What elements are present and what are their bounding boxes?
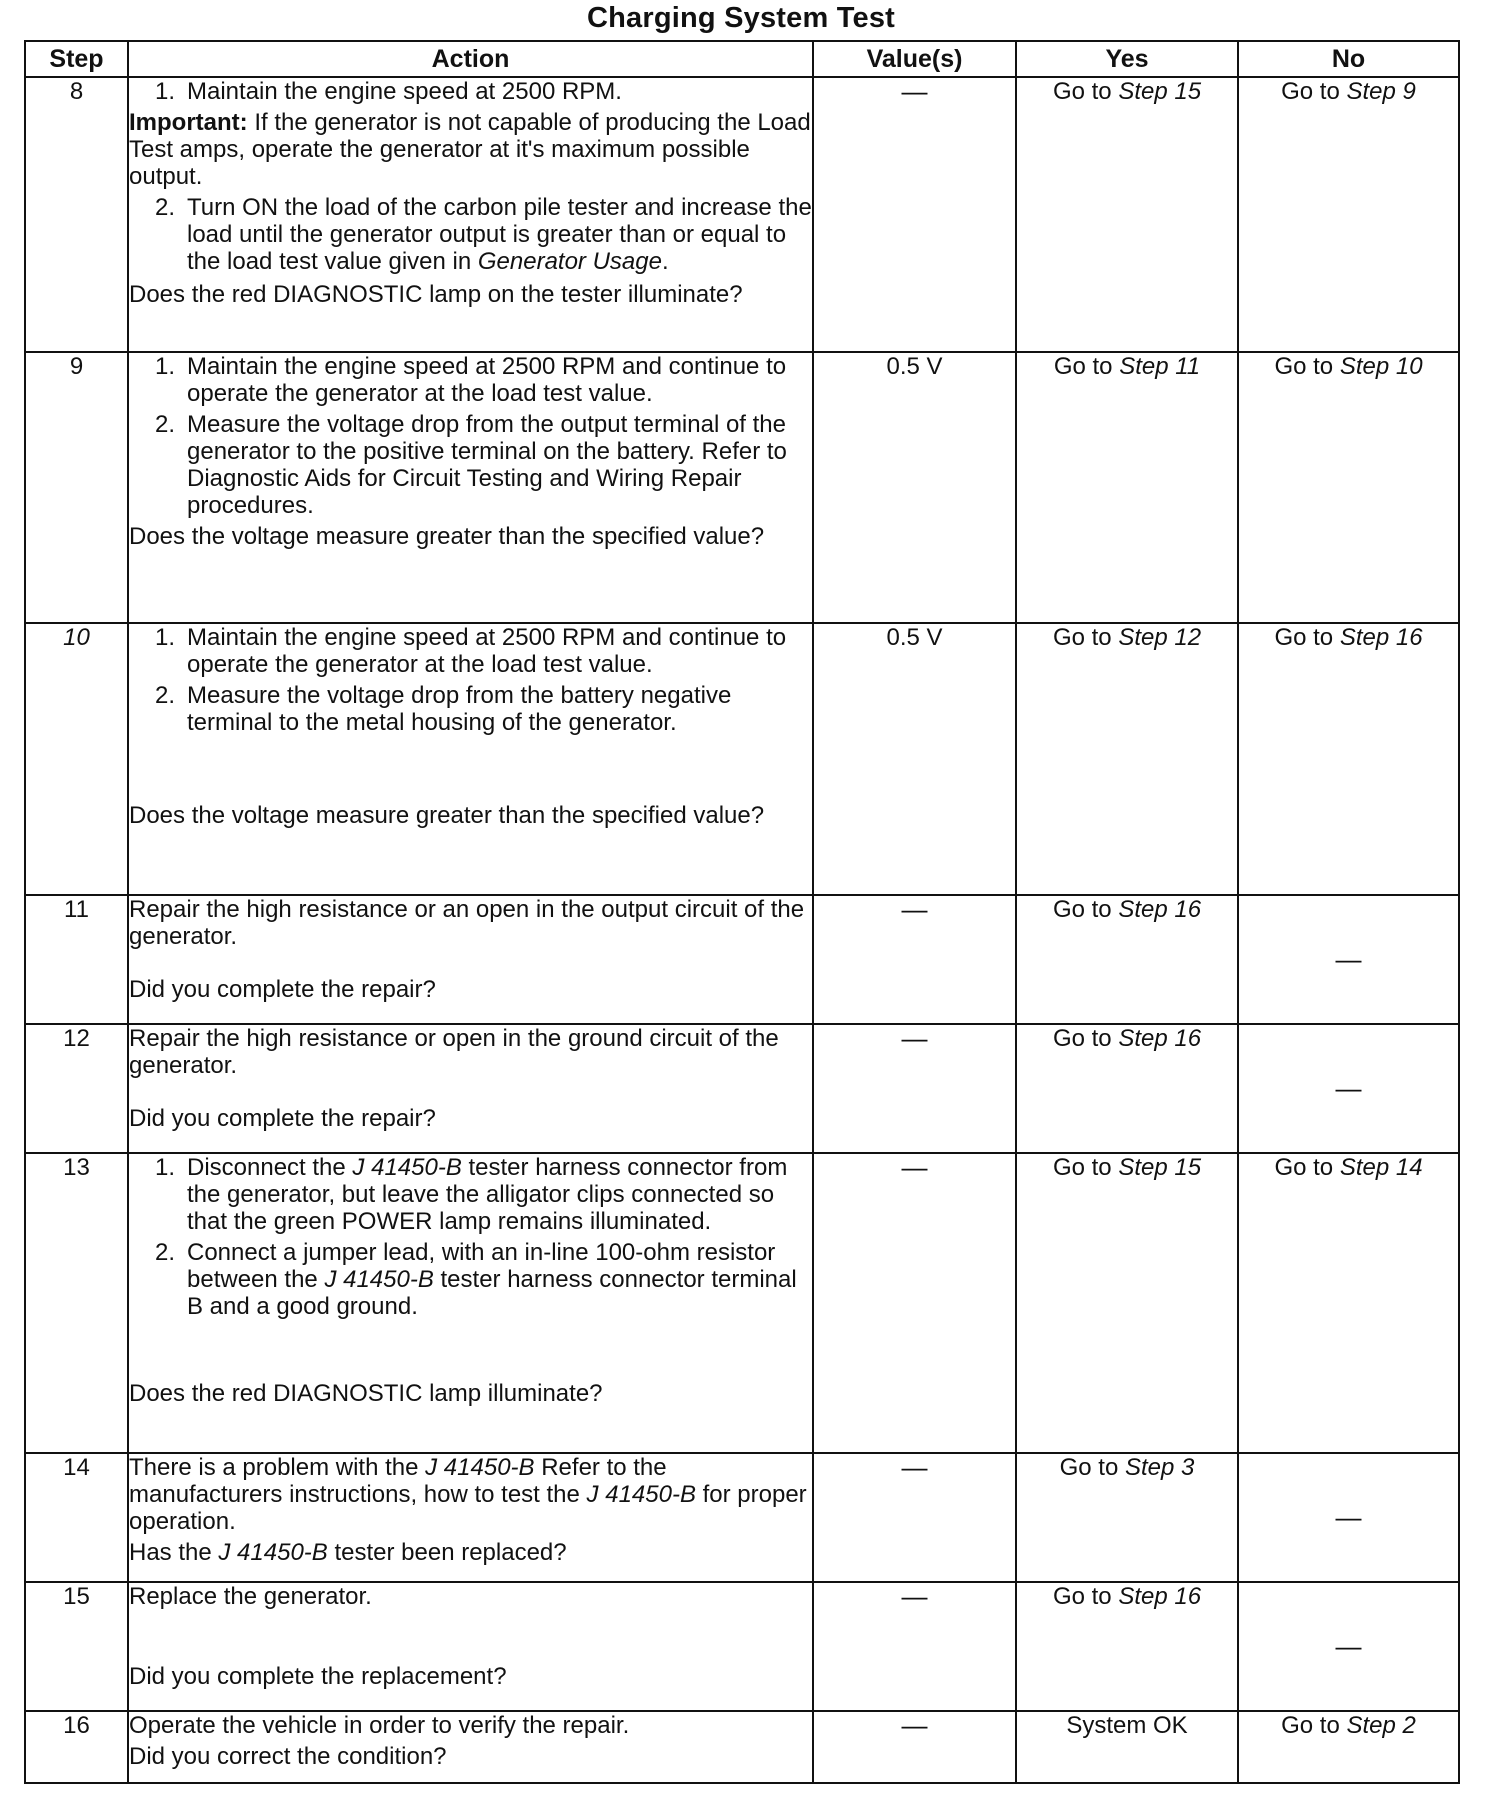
no-cell: —	[1238, 1453, 1459, 1582]
table-header-row	[25, 41, 1459, 77]
action-cell	[128, 623, 813, 895]
value-cell: —	[813, 895, 1016, 1024]
action-step: 1. Maintain the engine speed at 2500 RPM.	[154, 78, 622, 105]
yes-cell: Go to Step 16	[1016, 1024, 1238, 1153]
value-cell: —	[813, 77, 1016, 352]
no-cell: Go to Step 10	[1238, 352, 1459, 623]
step-number: 8	[25, 77, 128, 352]
action-text: Replace the generator.	[129, 1583, 372, 1610]
step-number: 14	[25, 1453, 128, 1582]
action-question: Does the red DIAGNOSTIC lamp on the tester illuminate?	[129, 281, 743, 308]
step-number: 12	[25, 1024, 128, 1153]
action-question: Does the voltage measure greater than the specified value?	[129, 802, 765, 829]
value-cell: —	[813, 1024, 1016, 1153]
action-text: Repair the high resistance or an open in the output circuit of the generator.	[129, 896, 805, 950]
action-cell	[128, 1711, 813, 1783]
table-row-step-11	[25, 895, 1459, 1024]
action-step: 1. Maintain the engine speed at 2500 RPM and continue to operate the generator at the load test value.	[154, 353, 787, 407]
table-row-step-14	[25, 1453, 1459, 1582]
yes-cell: Go to Step 16	[1016, 895, 1238, 1024]
table-row-step-15	[25, 1582, 1459, 1711]
no-cell: Go to Step 2	[1238, 1711, 1459, 1783]
header-yes: Yes	[1016, 41, 1238, 77]
step-number: 11	[25, 895, 128, 1024]
action-cell	[128, 352, 813, 623]
action-steps	[129, 624, 812, 736]
action-cell	[128, 1453, 813, 1582]
action-cell	[128, 1024, 813, 1153]
header-step: Step	[25, 41, 128, 77]
header-action: Action	[128, 41, 813, 77]
action-question: Did you complete the replacement?	[129, 1663, 507, 1690]
action-step: 2. Connect a jumper lead, with an in-line 100-ohm resistor between the J 41450-B tester harness connector terminal B and a good ground.	[154, 1239, 797, 1320]
action-question: Did you correct the condition?	[129, 1743, 447, 1770]
page-title: Charging System Test	[586, 2, 896, 34]
action-step: 2. Measure the voltage drop from the output terminal of the generator to the positive terminal on the battery. Refer to Diagnostic Aids for Circuit Testing and Wiring Repair procedures.	[154, 411, 787, 519]
yes-cell: Go to Step 15	[1016, 77, 1238, 352]
action-step: 2. Measure the voltage drop from the battery negative terminal to the metal housing of the generator.	[154, 682, 732, 736]
action-step: 2. Turn ON the load of the carbon pile tester and increase the load until the generator output is greater than or equal to the load test value given in Generator Usage.	[154, 194, 812, 275]
action-question: Does the voltage measure greater than the specified value?	[129, 523, 765, 550]
yes-cell: Go to Step 11	[1016, 352, 1238, 623]
table-row-step-16	[25, 1711, 1459, 1783]
step-number: 16	[25, 1711, 128, 1783]
action-cell	[128, 895, 813, 1024]
yes-cell: Go to Step 15	[1016, 1153, 1238, 1453]
value-cell: —	[813, 1711, 1016, 1783]
important-note: Important: If the generator is not capable of producing the Load Test amps, operate the generator at it's maximum possible output.	[129, 109, 811, 190]
step-number: 9	[25, 352, 128, 623]
action-question: Did you complete the repair?	[129, 976, 436, 1003]
table-row-step-8	[25, 77, 1459, 352]
action-cell	[128, 77, 813, 352]
header-values: Value(s)	[813, 41, 1016, 77]
action-cell	[128, 1153, 813, 1453]
action-cell	[128, 1582, 813, 1711]
no-cell: —	[1238, 1024, 1459, 1153]
step-number: 13	[25, 1153, 128, 1453]
step-number: 15	[25, 1582, 128, 1711]
action-steps	[129, 194, 812, 275]
no-cell: Go to Step 16	[1238, 623, 1459, 895]
action-question: Does the red DIAGNOSTIC lamp illuminate?	[129, 1380, 603, 1407]
table-row-step-10	[25, 623, 1459, 895]
no-cell: Go to Step 14	[1238, 1153, 1459, 1453]
action-steps	[129, 78, 812, 105]
action-steps	[129, 1154, 812, 1320]
value-cell: —	[813, 1582, 1016, 1711]
yes-cell: Go to Step 16	[1016, 1582, 1238, 1711]
action-text: There is a problem with the J 41450-B Refer to the manufacturers instructions, how to test the J 41450-B for proper operation.	[129, 1454, 807, 1535]
value-cell: 0.5 V	[813, 623, 1016, 895]
no-cell: Go to Step 9	[1238, 77, 1459, 352]
step-number: 10	[25, 623, 128, 895]
action-step: 1. Disconnect the J 41450-B tester harness connector from the generator, but leave the alligator clips connected so that the green POWER lamp remains illuminated.	[154, 1154, 788, 1235]
table-row-step-13	[25, 1153, 1459, 1453]
value-cell: —	[813, 1153, 1016, 1453]
action-text: Repair the high resistance or open in the ground circuit of the generator.	[129, 1025, 779, 1079]
yes-cell: System OK	[1016, 1711, 1238, 1783]
action-text: Operate the vehicle in order to verify the repair.	[129, 1712, 630, 1739]
yes-cell: Go to Step 3	[1016, 1453, 1238, 1582]
no-cell: —	[1238, 895, 1459, 1024]
table-row-step-12	[25, 1024, 1459, 1153]
value-cell: —	[813, 1453, 1016, 1582]
value-cell: 0.5 V	[813, 352, 1016, 623]
header-no: No	[1238, 41, 1459, 77]
action-question: Has the J 41450-B tester been replaced?	[129, 1539, 567, 1566]
charging-system-test-table	[24, 40, 1460, 1784]
no-cell: —	[1238, 1582, 1459, 1711]
yes-cell: Go to Step 12	[1016, 623, 1238, 895]
table-row-step-9	[25, 352, 1459, 623]
action-question: Did you complete the repair?	[129, 1105, 436, 1132]
action-steps	[129, 353, 812, 519]
action-step: 1. Maintain the engine speed at 2500 RPM and continue to operate the generator at the load test value.	[154, 624, 787, 678]
